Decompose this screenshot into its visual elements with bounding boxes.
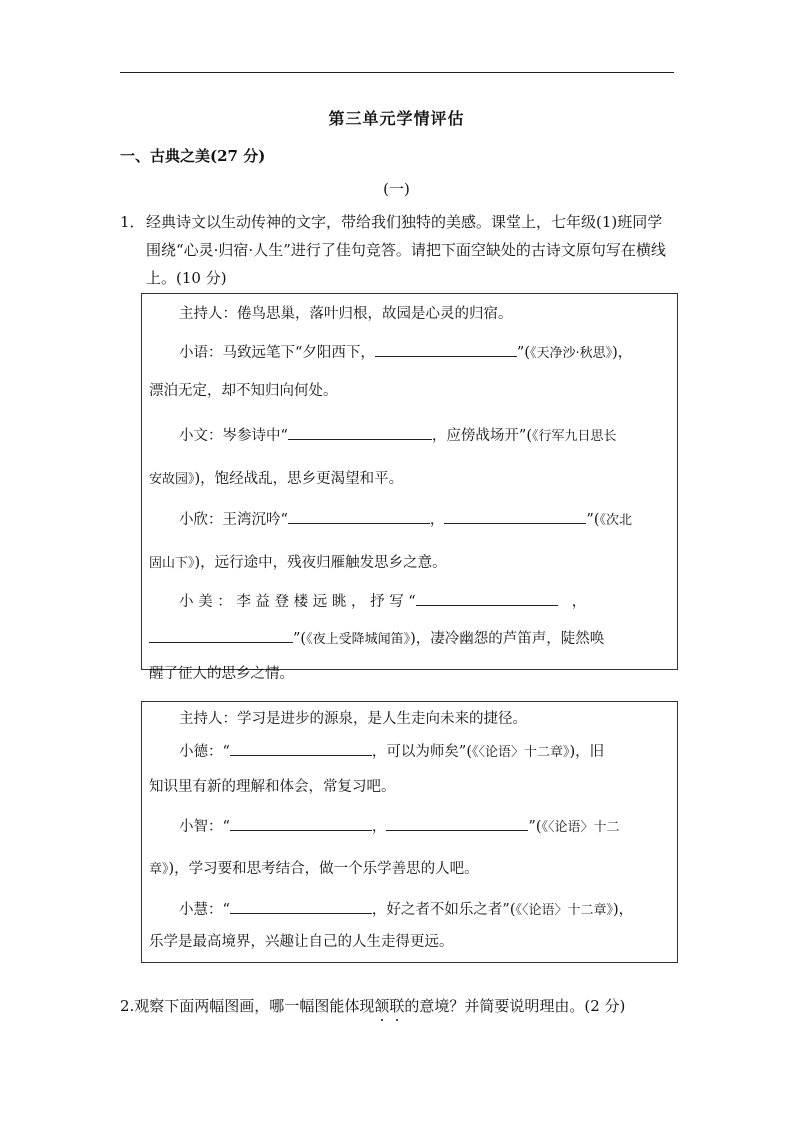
answer-blank[interactable] [149,628,293,643]
xiaoxin-cont [149,551,672,576]
question-1 [120,208,676,292]
xiaohui-line [149,898,672,923]
xiaode-cont: 知识里有新的理解和体会，常复习吧。 [149,779,396,795]
xiaozhi-prompt: 小智：“ [179,819,230,835]
xiaowen-prompt: 小文：岑参诗中“ [179,428,288,444]
answer-blank[interactable] [288,509,430,524]
source-ref: 《行军九日思长 [532,429,617,444]
question-2-text-end: 的意境？并简要说明理由。(2 分) [404,997,626,1015]
question-text: 经典诗文以生动传神的文字，带给我们独特的美感。课堂上，七年级(1)班同学围绕“心灵·归宿·人生”进行了佳句竞答。请把下面空缺处的古诗文原句写在横线上。(10 分) [146,213,666,287]
section-heading: 一、古典之美(27 分) [120,147,266,165]
xiaohui-block [149,898,672,954]
answer-blank[interactable] [230,816,372,831]
quote-close: ，好之者不如乐之者”( [371,902,516,918]
question-number: 1． [120,213,145,231]
answer-blank[interactable] [386,816,528,831]
xiaowen-text: )，饱经战乱，思乡更渴望和平。 [194,471,404,487]
part-heading: (一) [383,180,410,198]
answer-blank[interactable] [416,591,558,606]
ref-close: )， [613,902,634,918]
comma: ， [571,594,587,610]
xiaozhi-line [149,815,672,840]
emphasis-char: 颔 [374,997,390,1015]
source-ref: 《〈论语〉十二 [541,820,620,835]
xiaohui-prompt: 小慧：“ [179,902,230,918]
xiaoxin-line [149,508,672,533]
xiaowen-line [149,424,672,449]
answer-blank[interactable] [230,899,372,914]
quote-close: ，应傍战场开”( [431,428,532,444]
answer-box-homeland [141,293,678,682]
xiaoyu-prompt: 小语：马致远笔下“夕阳西下， [179,345,375,361]
xiaowen-cont [149,467,672,492]
source-ref: 《〈论语〉十二章》 [472,745,570,760]
xiaomei-block [149,590,672,686]
question-2 [120,995,625,1016]
header-rule [120,72,674,73]
quote-close: ”( [516,345,530,361]
quote-close: ，可以为师矣”( [371,744,472,760]
source-ref-cont: 固山下》 [149,556,195,571]
host-line: 主持人：学习是进步的源泉，是人生走向未来的捷径。 [179,711,527,727]
answer-blank[interactable] [230,741,372,756]
source-ref: 《〈论语〉十二章》 [515,903,614,918]
answer-box-learning [141,701,678,963]
xiaoxin-block [149,508,672,576]
page-title: 第三单元学情评估 [328,109,465,128]
ref-close: )， [612,345,633,361]
xiaode-block [149,740,672,799]
xiaowen-block [149,424,672,492]
xiaomei-text: )，凄冷幽怨的芦笛声，陡然唤 [410,631,605,647]
answer-blank[interactable] [444,509,586,524]
xiaozhi-block [149,815,672,882]
xiaoxin-prompt: 小欣：王湾沉吟“ [179,512,288,528]
emphasis-char: 联 [389,997,405,1015]
xiaozhi-cont [149,857,672,882]
xiaoyu-cont: 漂泊无定，却不知归向何处。 [149,383,338,399]
xiaomei-cont: 醒了征人的思乡之情。 [149,666,294,682]
xiaomei-prompt: 小 美 ： 李 益 登 楼 远 眺 ， 抒 写 “ [179,594,416,610]
xiaomei-line-2 [149,627,672,652]
host-line: 主持人：倦鸟思巢，落叶归根，故园是心灵的归宿。 [179,306,513,322]
xiaoxin-text: )，远行途中，残夜归雁触发思乡之意。 [194,555,447,571]
xiaoyu-block [149,341,672,403]
xiaohui-cont: 乐学是最高境界，兴趣让自己的人生走得更远。 [149,934,454,950]
quote-close: ”( [586,512,600,528]
answer-blank[interactable] [375,342,517,357]
quote-close: ”( [528,819,542,835]
source-ref-cont: 章》 [149,862,169,877]
source-ref: 《天净沙·秋思》 [530,346,613,361]
question-2-text: 2.观察下面两幅图画，哪一幅图能体现 [120,997,375,1015]
xiaoyu-line [149,341,672,366]
xiaomei-line [149,590,672,614]
ref-close: )，旧 [569,744,605,760]
xiaode-line [149,740,672,765]
xiaozhi-text: )，学习要和思考结合，做一个乐学善思的人吧。 [168,861,479,877]
source-ref: 《次北 [599,513,633,528]
quote-close: ”( [293,631,307,647]
source-ref: 《夜上受降城闻笛》 [306,632,411,647]
comma: ， [429,512,445,528]
comma: ， [371,819,387,835]
xiaode-prompt: 小德：“ [179,744,230,760]
source-ref-cont: 安故园》 [149,472,195,487]
answer-blank[interactable] [288,425,432,440]
